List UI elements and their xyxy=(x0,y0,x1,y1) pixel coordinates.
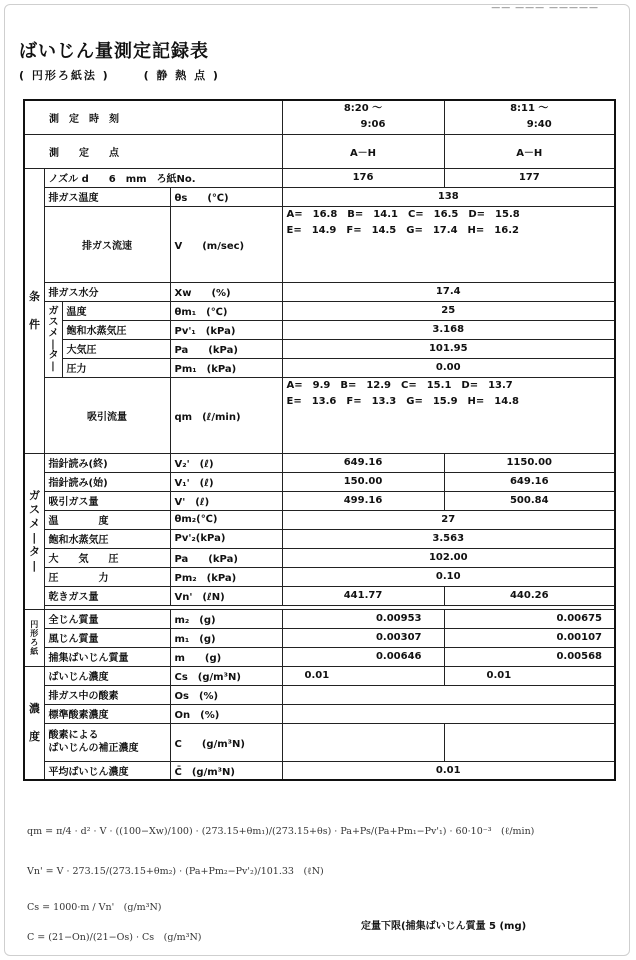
row-label: 大 気 圧 xyxy=(44,548,170,567)
cell-value: 8:20 ～ 9:06 xyxy=(282,100,444,134)
row-symbol: Pa (kPa) xyxy=(170,548,282,567)
cell-value: 0.00675 xyxy=(444,609,615,628)
row-label: ばいじん濃度 xyxy=(44,666,170,685)
table-row xyxy=(24,187,615,206)
cell-value: 25 xyxy=(282,301,615,320)
cell-value: 500.84 xyxy=(444,491,615,510)
document-page xyxy=(4,4,630,956)
table-row xyxy=(24,206,615,282)
row-label: 捕集ばいじん質量 xyxy=(44,647,170,666)
row-symbol: C̄ (g/m³N) xyxy=(170,761,282,780)
table-row xyxy=(24,358,615,377)
cell-value: 0.10 xyxy=(282,567,615,586)
cell-value: 27 xyxy=(282,510,615,529)
subtitle-method: ( 円形ろ紙法 ) xyxy=(19,69,110,82)
row-symbol: V (m/sec) xyxy=(170,206,282,282)
group-filter: 円 形 ろ 紙 xyxy=(24,609,44,666)
row-label: 指針読み(始) xyxy=(44,472,170,491)
cell-value: 649.16 xyxy=(282,453,444,472)
cell-value: 440.26 xyxy=(444,586,615,605)
cell-value-multi: A= 16.8 B= 14.1 C= 16.5 D= 15.8 E= 14.9 F= 14.5 G= 17.4 H= 16.2 xyxy=(282,206,615,282)
row-label: 風じん質量 xyxy=(44,628,170,647)
formula-cs: Cs = 1000·m / Vn' (g/m³N) xyxy=(27,902,162,913)
row-symbol: Pm₂ (kPa) xyxy=(170,567,282,586)
row-symbol: Xw (%) xyxy=(170,282,282,301)
row-symbol: θm₁ (℃) xyxy=(170,301,282,320)
cell-value: 441.77 xyxy=(282,586,444,605)
table-row xyxy=(24,628,615,647)
cell-value: 17.4 xyxy=(282,282,615,301)
row-label: ノズル d 6 mm ろ紙No. xyxy=(44,168,282,187)
cell-value: 0.00646 xyxy=(282,647,444,666)
cell-value: A－H xyxy=(282,134,444,168)
cell-value: 0.00 xyxy=(282,358,615,377)
row-label: 排ガス流速 xyxy=(44,206,170,282)
cell-value: 102.00 xyxy=(282,548,615,567)
cell-value: 1150.00 xyxy=(444,453,615,472)
formula-qm: qm = π/4 · d² · V · ((100−Xw)/100) · (273.15+θm₁)/(273.15+θs) · Pa+Ps/(Pa+Pm₁−Pv'₁) · 60·10⁻³ (ℓ/min) xyxy=(27,826,535,837)
row-symbol: m (g) xyxy=(170,647,282,666)
row-symbol: m₁ (g) xyxy=(170,628,282,647)
row-label: 測 定 時 刻 xyxy=(24,100,282,134)
row-label: 飽和水蒸気圧 xyxy=(62,320,170,339)
table-row xyxy=(24,647,615,666)
cell-value: 0.01 xyxy=(282,666,444,685)
row-label: 測 定 点 xyxy=(24,134,282,168)
cell-value: 3.563 xyxy=(282,529,615,548)
subtitle-point: ( 静 熱 点 ) xyxy=(143,69,220,82)
table-row xyxy=(24,377,615,453)
cell-value: 499.16 xyxy=(282,491,444,510)
table-row xyxy=(24,100,615,134)
cell-value: 150.00 xyxy=(282,472,444,491)
table-row xyxy=(24,529,615,548)
table-row xyxy=(24,282,615,301)
cell-value: 649.16 xyxy=(444,472,615,491)
table-row xyxy=(24,301,615,320)
measurement-table xyxy=(23,99,614,781)
formula-vn: Vn' = V · 273.15/(273.15+θm₂) · (Pa+Pm₂−Pv'₂)/101.33 (ℓN) xyxy=(27,866,324,877)
formula-c: C = (21−On)/(21−Os) · Cs (g/m³N) xyxy=(27,932,202,943)
row-symbol: C (g/m³N) xyxy=(170,723,282,761)
row-label: 平均ばいじん濃度 xyxy=(44,761,170,780)
page-title: ばいじん量測定記録表 xyxy=(19,41,209,62)
table-row xyxy=(24,339,615,358)
row-symbol: V' (ℓ) xyxy=(170,491,282,510)
row-symbol: θm₂(℃) xyxy=(170,510,282,529)
cell-value: A－H xyxy=(444,134,615,168)
cell-value: 8:11 ～ 9:40 xyxy=(444,100,615,134)
row-label: 吸引流量 xyxy=(44,377,170,453)
table-row xyxy=(24,609,615,628)
row-label: 標準酸素濃度 xyxy=(44,704,170,723)
cell-value xyxy=(282,723,444,761)
row-label: 排ガス温度 xyxy=(44,187,170,206)
row-label: 圧力 xyxy=(62,358,170,377)
table-row xyxy=(24,320,615,339)
group-concentration: 濃 度 xyxy=(24,666,44,780)
row-label: 圧 力 xyxy=(44,567,170,586)
row-label: 温 度 xyxy=(44,510,170,529)
row-symbol: Pv'₂(kPa) xyxy=(170,529,282,548)
row-symbol: Pm₁ (kPa) xyxy=(170,358,282,377)
row-label: 排ガス中の酸素 xyxy=(44,685,170,704)
row-symbol: V₁' (ℓ) xyxy=(170,472,282,491)
cell-value: 0.01 xyxy=(444,666,615,685)
table-row xyxy=(24,548,615,567)
row-label: 温度 xyxy=(62,301,170,320)
row-symbol: Pv'₁ (kPa) xyxy=(170,320,282,339)
group-gasmeter: ガ ス メ | タ | xyxy=(24,453,44,609)
header-reference: —— ——— ————— xyxy=(491,3,599,13)
cell-value: 0.00107 xyxy=(444,628,615,647)
row-label: 吸引ガス量 xyxy=(44,491,170,510)
cell-value: 0.00568 xyxy=(444,647,615,666)
cell-value xyxy=(282,704,615,723)
table-row xyxy=(24,491,615,510)
group-conditions: 条 件 xyxy=(24,168,44,453)
row-symbol: Os (%) xyxy=(170,685,282,704)
cell-value: 177 xyxy=(444,168,615,187)
row-label: 指針読み(終) xyxy=(44,453,170,472)
table-row xyxy=(24,666,615,685)
subtitle xyxy=(19,67,248,83)
table-row xyxy=(24,453,615,472)
cell-value: 138 xyxy=(282,187,615,206)
cell-value xyxy=(282,685,615,704)
table-row xyxy=(24,510,615,529)
cell-value-multi: A= 9.9 B= 12.9 C= 15.1 D= 13.7 E= 13.6 F= 13.3 G= 15.9 H= 14.8 xyxy=(282,377,615,453)
quantification-limit-note: 定量下限(捕集ばいじん質量 5 (mg) xyxy=(361,921,527,932)
row-symbol: θs (℃) xyxy=(170,187,282,206)
table-row xyxy=(24,567,615,586)
row-symbol: V₂' (ℓ) xyxy=(170,453,282,472)
row-label: 全じん質量 xyxy=(44,609,170,628)
record-table xyxy=(23,99,616,781)
table-row xyxy=(24,586,615,605)
row-symbol: On (%) xyxy=(170,704,282,723)
cell-value: 101.95 xyxy=(282,339,615,358)
table-row xyxy=(24,723,615,761)
row-symbol: Vn' (ℓN) xyxy=(170,586,282,605)
cell-value: 3.168 xyxy=(282,320,615,339)
row-label: 飽和水蒸気圧 xyxy=(44,529,170,548)
cell-value: 0.00953 xyxy=(282,609,444,628)
table-row xyxy=(24,761,615,780)
table-row xyxy=(24,685,615,704)
table-row xyxy=(24,134,615,168)
cell-value: 176 xyxy=(282,168,444,187)
table-row xyxy=(24,168,615,187)
row-symbol: qm (ℓ/min) xyxy=(170,377,282,453)
cell-value xyxy=(444,723,615,761)
group-gasmeter-small: ガ ス メ | タ | xyxy=(44,301,62,377)
row-label: 酸素による ばいじんの補正濃度 xyxy=(44,723,170,761)
row-symbol: Pa (kPa) xyxy=(170,339,282,358)
cell-value: 0.01 xyxy=(282,761,615,780)
row-symbol: Cs (g/m³N) xyxy=(170,666,282,685)
row-symbol: m₂ (g) xyxy=(170,609,282,628)
table-row xyxy=(24,472,615,491)
row-label: 大気圧 xyxy=(62,339,170,358)
row-label: 乾きガス量 xyxy=(44,586,170,605)
table-row xyxy=(24,704,615,723)
row-label: 排ガス水分 xyxy=(44,282,170,301)
cell-value: 0.00307 xyxy=(282,628,444,647)
